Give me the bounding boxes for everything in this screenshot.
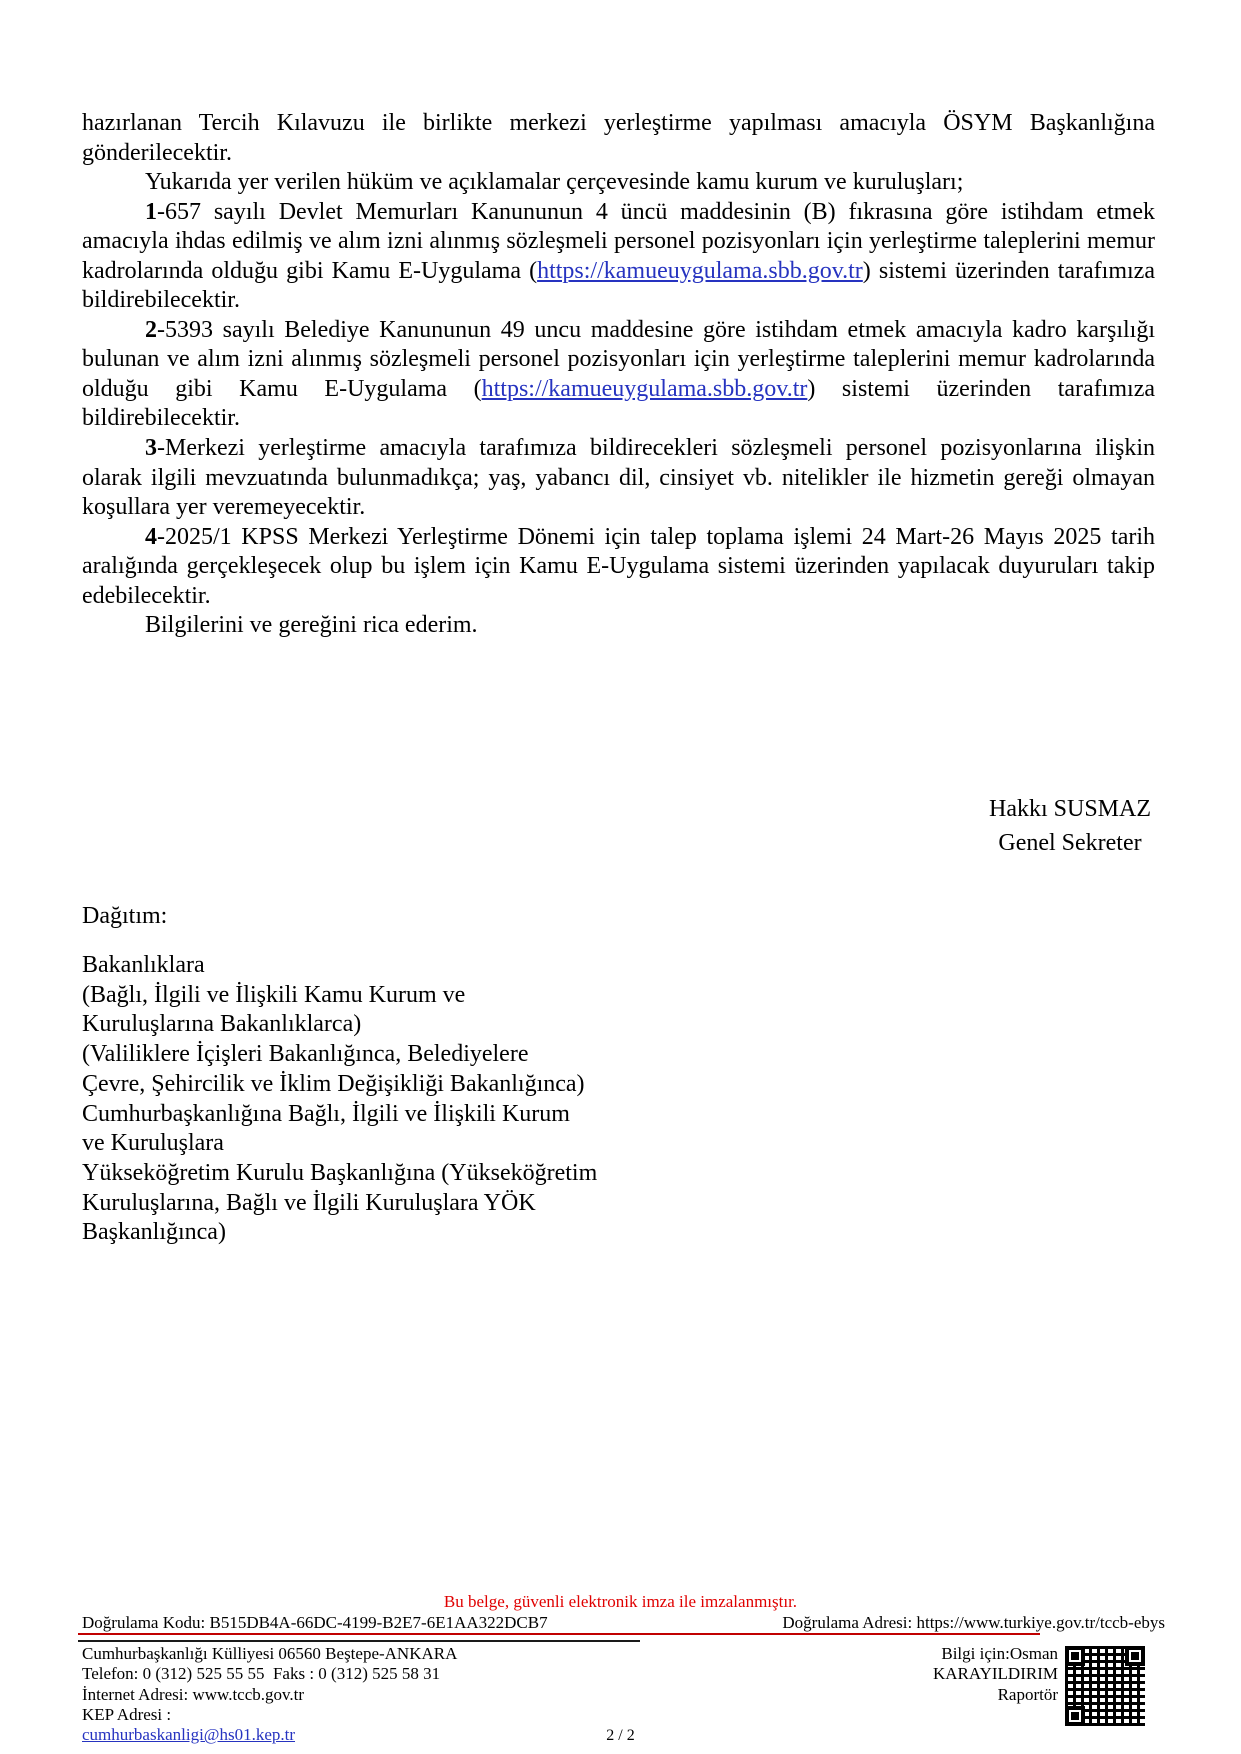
paragraph-continuation: hazırlanan Tercih Kılavuzu ile birlikte merkezi yerleştirme yapılması amacıyla ÖSYM Başkanlığına gönderilecektir. (82, 110, 1155, 166)
distribution-line: Bakanlıklara (82, 952, 205, 978)
item-2-text-after-link: ) sistemi üzerinden tarafımıza bildirebilecektir. (82, 375, 1155, 432)
verification-code: Doğrulama Kodu: B515DB4A-66DC-4199-B2E7-6E1AA322DCB7 (82, 1613, 548, 1632)
item-1-text-after-link: ) sistemi üzerinden tarafımıza bildirebilecektir. (82, 257, 1155, 314)
item-2-text-before-link: -5393 sayılı Belediye Kanununun 49 uncu maddesine göre istihdam etmek amacıyla kadro karşılığı bulunan ve alım izni alınmış sözleşmeli personel pozisyonları için yerleştirme taleplerini memur kadrolarında olduğu gibi Kamu E-Uygulama ( (82, 316, 1155, 402)
distribution-line: ve Kuruluşlara (82, 1130, 224, 1157)
distribution-line: Yükseköğretim Kurulu Başkanlığına (Yükseköğretim (82, 1159, 598, 1186)
footer-address: Cumhurbaşkanlığı Külliyesi 06560 Beştepe-ANKARA (82, 1644, 458, 1663)
item-3-number: 3 (145, 435, 157, 462)
esignature-notice: Bu belge, güvenli elektronik imza ile imzalanmıştır. (443, 1592, 798, 1611)
distribution-line: Kuruluşlarına Bakanlıklarca) (82, 1011, 362, 1038)
footer-web: İnternet Adresi: www.tccb.gov.tr (82, 1684, 305, 1704)
qr-finder-icon (1125, 1646, 1145, 1666)
qr-code-icon (1065, 1646, 1145, 1726)
distribution-line: Cumhurbaşkanlığına Bağlı, İlgili ve İlişkili Kurum (82, 1100, 570, 1127)
page-number: 2 / 2 (606, 1727, 635, 1744)
item-1-text-before-link: -657 sayılı Devlet Memurları Kanununun 4 üncü maddesinin (B) fıkrasına göre istihdam etmek amacıyla ihdas edilmiş ve alım izni alınmış sözleşmeli personel pozisyonları için yerleştirme taleplerini memur kadrolarında olduğu gibi Kamu E-Uygulama ( (82, 198, 1155, 284)
distribution-line: (Bağlı, İlgili ve İlişkili Kamu Kurum ve (82, 981, 466, 1008)
footer-phone: Telefon: 0 (312) 525 55 55 Faks : 0 (312) 525 58 31 (82, 1664, 441, 1684)
qr-finder-icon (1065, 1646, 1085, 1666)
item-3-text: -Merkezi yerleştirme amacıyla tarafımıza bildirecekleri sözleşmeli personel pozisyonlarına ilişkin olarak ilgili mevzuatında bulunmadıkça; yaş, yabancı dil, cinsiyet vb. nitelikler ile hizmetin gereği olmayan koşullara yer veremeyecektir. (82, 435, 1155, 521)
item-4-text: -2025/1 KPSS Merkezi Yerleştirme Dönemi için talep toplama işlemi 24 Mart-26 Mayıs 2025 tarih aralığında gerçekleşecek olup bu işlem için Kamu E-Uygulama sistemi üzerinden yapılacak duyuruları takip edebilecektir. (82, 523, 1155, 609)
signer-name: Hakkı SUSMAZ (988, 796, 1151, 822)
qr-finder-icon (1065, 1706, 1085, 1726)
item-1-number: 1 (145, 198, 157, 225)
distribution-line: (Valiliklere İçişleri Bakanlığınca, Belediyelere (82, 1041, 529, 1068)
verification-row (82, 1613, 1165, 1633)
letter-body (82, 109, 1155, 641)
signer-title: Genel Sekreter (998, 830, 1142, 856)
kep-label: KEP Adresi : (82, 1704, 172, 1724)
footer-divider-line (78, 1640, 640, 1642)
signature-block (920, 792, 1220, 860)
contact-person-line: Bilgi için:Osman (941, 1644, 1058, 1663)
paragraph-item-3 (82, 434, 1155, 523)
contact-person-line: Raportör (997, 1684, 1058, 1704)
item-2-number: 2 (145, 316, 157, 343)
contact-person-line: KARAYILDIRIM (933, 1664, 1058, 1684)
paragraph-item-1 (82, 198, 1155, 316)
red-divider-line (78, 1633, 1040, 1635)
kamu-e-uygulama-link-2[interactable]: https://kamueuygulama.sbb.gov.tr (481, 375, 808, 402)
paragraph-item-2 (82, 316, 1155, 434)
distribution-line: Başkanlığınca) (82, 1219, 226, 1246)
distribution-list (82, 951, 722, 1248)
kamu-e-uygulama-link-1[interactable]: https://kamueuygulama.sbb.gov.tr (537, 257, 863, 284)
verification-address: Doğrulama Adresi: https://www.turkiye.gov.tr/tccb-ebys (782, 1613, 1165, 1632)
footer-contact-person (800, 1644, 1058, 1705)
distribution-line: Çevre, Şehircilik ve İklim Değişikliği Bakanlığınca) (82, 1070, 585, 1097)
paragraph-item-4 (82, 523, 1155, 612)
distribution-heading: Dağıtım: (82, 903, 168, 929)
item-4-number: 4 (145, 523, 157, 550)
kep-address-link[interactable]: cumhurbaskanligi@hs01.kep.tr (82, 1725, 296, 1745)
paragraph-intro: Yukarıda yer verilen hüküm ve açıklamalar çerçevesinde kamu kurum ve kuruluşları; (145, 169, 964, 196)
distribution-line: Kuruluşlarına, Bağlı ve İlgili Kuruluşlara YÖK (82, 1189, 536, 1216)
paragraph-closing: Bilgilerini ve gereğini rica ederim. (145, 612, 478, 639)
